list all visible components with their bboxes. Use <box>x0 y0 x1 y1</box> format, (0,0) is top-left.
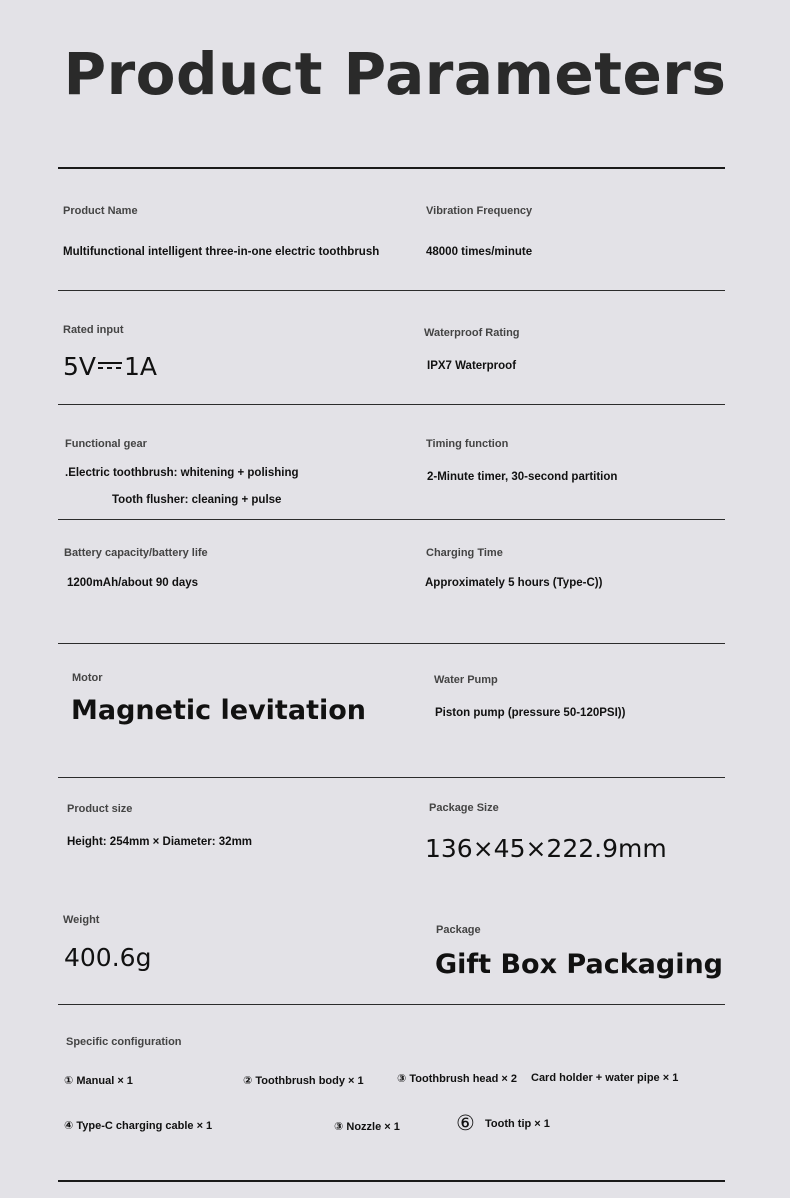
config-item-charging-cable: ④ Type-C charging cable × 1 <box>64 1120 213 1132</box>
package-value: Gift Box Packaging <box>435 949 724 980</box>
weight-label: Weight <box>63 914 100 926</box>
timing-function-label: Timing function <box>426 438 509 450</box>
product-size-label: Product size <box>67 803 133 815</box>
rated-input-voltage: 5V <box>63 352 97 381</box>
page-title: Product Parameters <box>63 40 727 108</box>
config-item-toothbrush-body: ② Toothbrush body × 1 <box>243 1075 364 1087</box>
timing-function-value: 2-Minute timer, 30-second partition <box>427 471 618 483</box>
battery-label: Battery capacity/battery life <box>64 547 208 559</box>
water-pump-label: Water Pump <box>434 674 498 686</box>
waterproof-rating-label: Waterproof Rating <box>424 327 520 339</box>
row-divider <box>58 777 725 778</box>
rated-input-value <box>63 352 157 381</box>
row-divider <box>58 1004 725 1005</box>
row-divider <box>58 643 725 644</box>
configuration-label: Specific configuration <box>66 1036 182 1048</box>
row-divider <box>58 404 725 405</box>
motor-value: Magnetic levitation <box>71 695 366 726</box>
charging-time-label: Charging Time <box>426 547 503 559</box>
config-item-manual: ① Manual × 1 <box>64 1075 133 1087</box>
package-size-label: Package Size <box>429 802 499 814</box>
config-item-card-holder: Card holder + water pipe × 1 <box>531 1072 679 1084</box>
functional-gear-line-1: .Electric toothbrush: whitening + polishing <box>65 467 299 479</box>
config-item-nozzle: ③ Nozzle × 1 <box>334 1121 400 1133</box>
bottom-divider <box>58 1180 725 1182</box>
dc-current-symbol-icon <box>98 361 122 371</box>
product-name-value: Multifunctional intelligent three-in-one electric toothbrush <box>63 246 380 258</box>
row-divider <box>58 519 725 520</box>
water-pump-value: Piston pump (pressure 50-120PSI)) <box>435 707 626 719</box>
product-name-label: Product Name <box>63 205 138 217</box>
functional-gear-line-2: Tooth flusher: cleaning + pulse <box>112 494 282 506</box>
vibration-frequency-label: Vibration Frequency <box>426 205 533 217</box>
product-size-value: Height: 254mm × Diameter: 32mm <box>67 836 253 848</box>
row-divider <box>58 290 725 291</box>
vibration-frequency-value: 48000 times/minute <box>426 246 533 258</box>
config-item-toothbrush-head: ③ Toothbrush head × 2 <box>397 1073 518 1085</box>
battery-value: 1200mAh/about 90 days <box>67 577 199 589</box>
package-label: Package <box>436 924 481 936</box>
config-item-tooth-tip: Tooth tip × 1 <box>485 1118 550 1130</box>
rated-input-current: 1A <box>124 352 158 381</box>
functional-gear-label: Functional gear <box>65 438 147 450</box>
waterproof-rating-value: IPX7 Waterproof <box>427 360 517 372</box>
charging-time-value: Approximately 5 hours (Type-C)) <box>425 577 603 589</box>
weight-value: 400.6g <box>64 943 152 972</box>
rated-input-label: Rated input <box>63 324 124 336</box>
package-size-value: 136×45×222.9mm <box>425 834 667 863</box>
motor-label: Motor <box>72 672 103 684</box>
top-divider <box>58 167 725 169</box>
config-item-number-six: ⑥ <box>456 1112 475 1135</box>
